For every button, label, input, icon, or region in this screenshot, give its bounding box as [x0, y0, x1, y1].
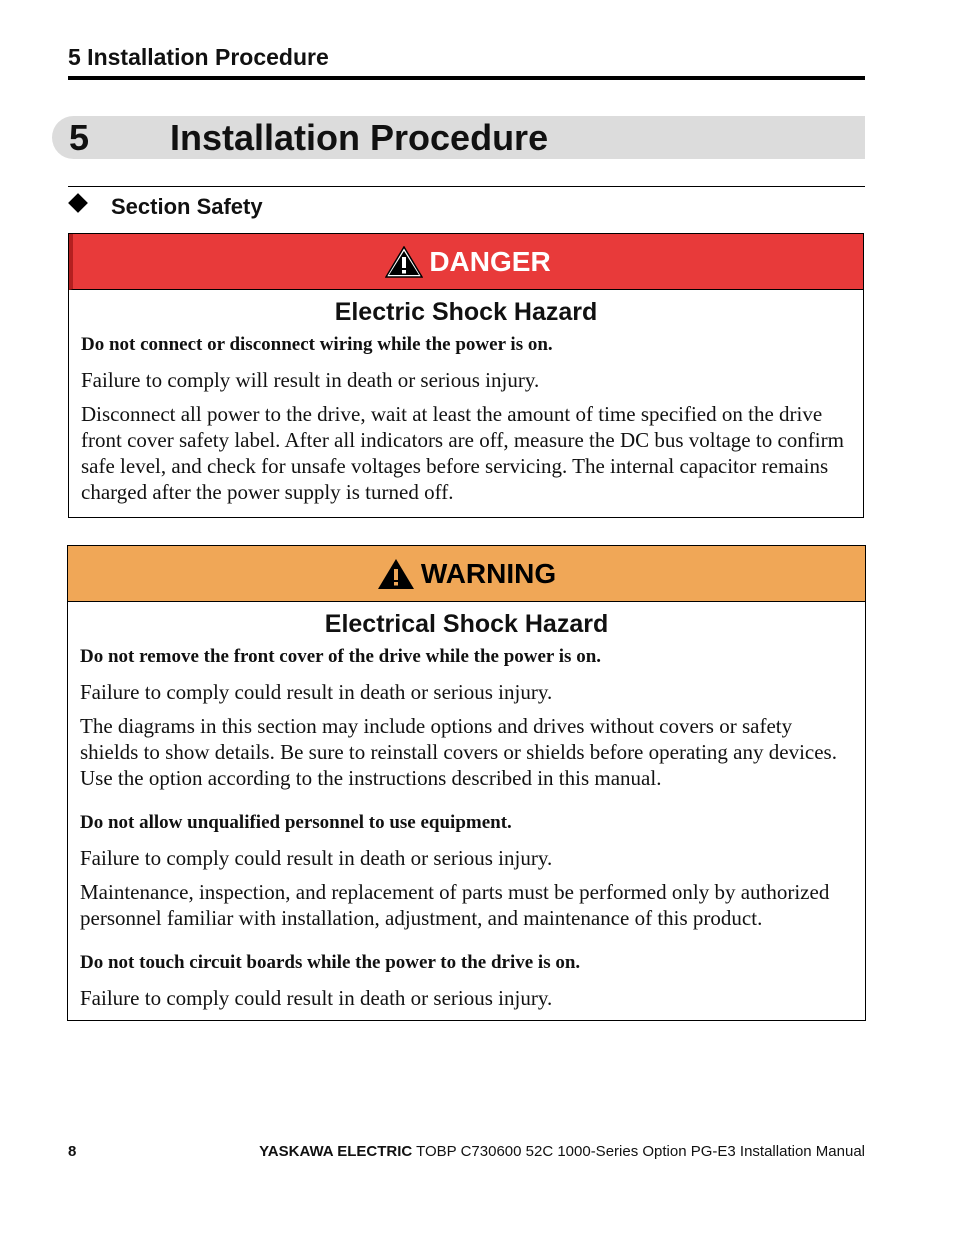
- danger-hazard-title: Electric Shock Hazard: [334, 298, 598, 326]
- running-header: 5 Installation Procedure: [68, 44, 329, 70]
- warning-consequence-3: Failure to comply could result in death or serious injury.: [80, 986, 553, 1010]
- footer-page-number: 8: [68, 1143, 77, 1160]
- danger-consequence: Failure to comply will result in death or serious injury.: [81, 368, 540, 392]
- warning-triangle-icon: [385, 246, 423, 278]
- footer-brand: YASKAWA ELECTRIC: [259, 1143, 413, 1160]
- warning-triangle-icon: [377, 558, 415, 590]
- warning-hazard-title: Electrical Shock Hazard: [324, 610, 609, 638]
- footer-doc-info: [259, 1143, 865, 1160]
- footer-doc-title: TOBP C730600 52C 1000-Series Option PG-E3 Installation Manual: [412, 1143, 865, 1160]
- warning-statement-3: Do not touch circuit boards while the power to the drive is on.: [80, 952, 581, 973]
- warning-consequence-1: Failure to comply could result in death or serious injury.: [80, 680, 553, 704]
- warning-statement-1: Do not remove the front cover of the drive while the power is on.: [80, 646, 602, 667]
- section-number: 5: [69, 117, 90, 158]
- danger-detail: Disconnect all power to the drive, wait at least the amount of time specified on the drive front cover safety label. After all indicators are off, measure the DC bus voltage to confirm safe level, and check for unsafe voltages before servicing. The internal capacitor remains charged after the power supply is turned off.: [81, 402, 844, 504]
- warning-detail-1: The diagrams in this section may include options and drives without covers or safety shields to show details. Be sure to reinstall covers or shields before operating any devices. Use the option according to the instructions described in this manual.: [80, 714, 837, 790]
- header-rule: [68, 76, 865, 80]
- subsection-rule: [68, 186, 865, 187]
- danger-box: [68, 233, 864, 518]
- danger-header: [69, 234, 863, 290]
- warning-detail-2: Maintenance, inspection, and replacement of parts must be performed only by authorized personnel familiar with installation, adjustment, and maintenance of this product.: [80, 880, 830, 930]
- danger-statement: Do not connect or disconnect wiring while the power is on.: [81, 334, 553, 355]
- warning-box: [67, 545, 866, 1021]
- diamond-bullet-icon: [68, 193, 88, 213]
- subsection-title: Section Safety: [111, 194, 263, 219]
- warning-consequence-2: Failure to comply could result in death or serious injury.: [80, 846, 553, 870]
- warning-header: [68, 546, 865, 602]
- danger-signal-word: DANGER: [429, 245, 551, 277]
- warning-signal-word: WARNING: [420, 557, 557, 589]
- section-title: Installation Procedure: [170, 117, 549, 158]
- warning-statement-2: Do not allow unqualified personnel to use equipment.: [80, 812, 512, 833]
